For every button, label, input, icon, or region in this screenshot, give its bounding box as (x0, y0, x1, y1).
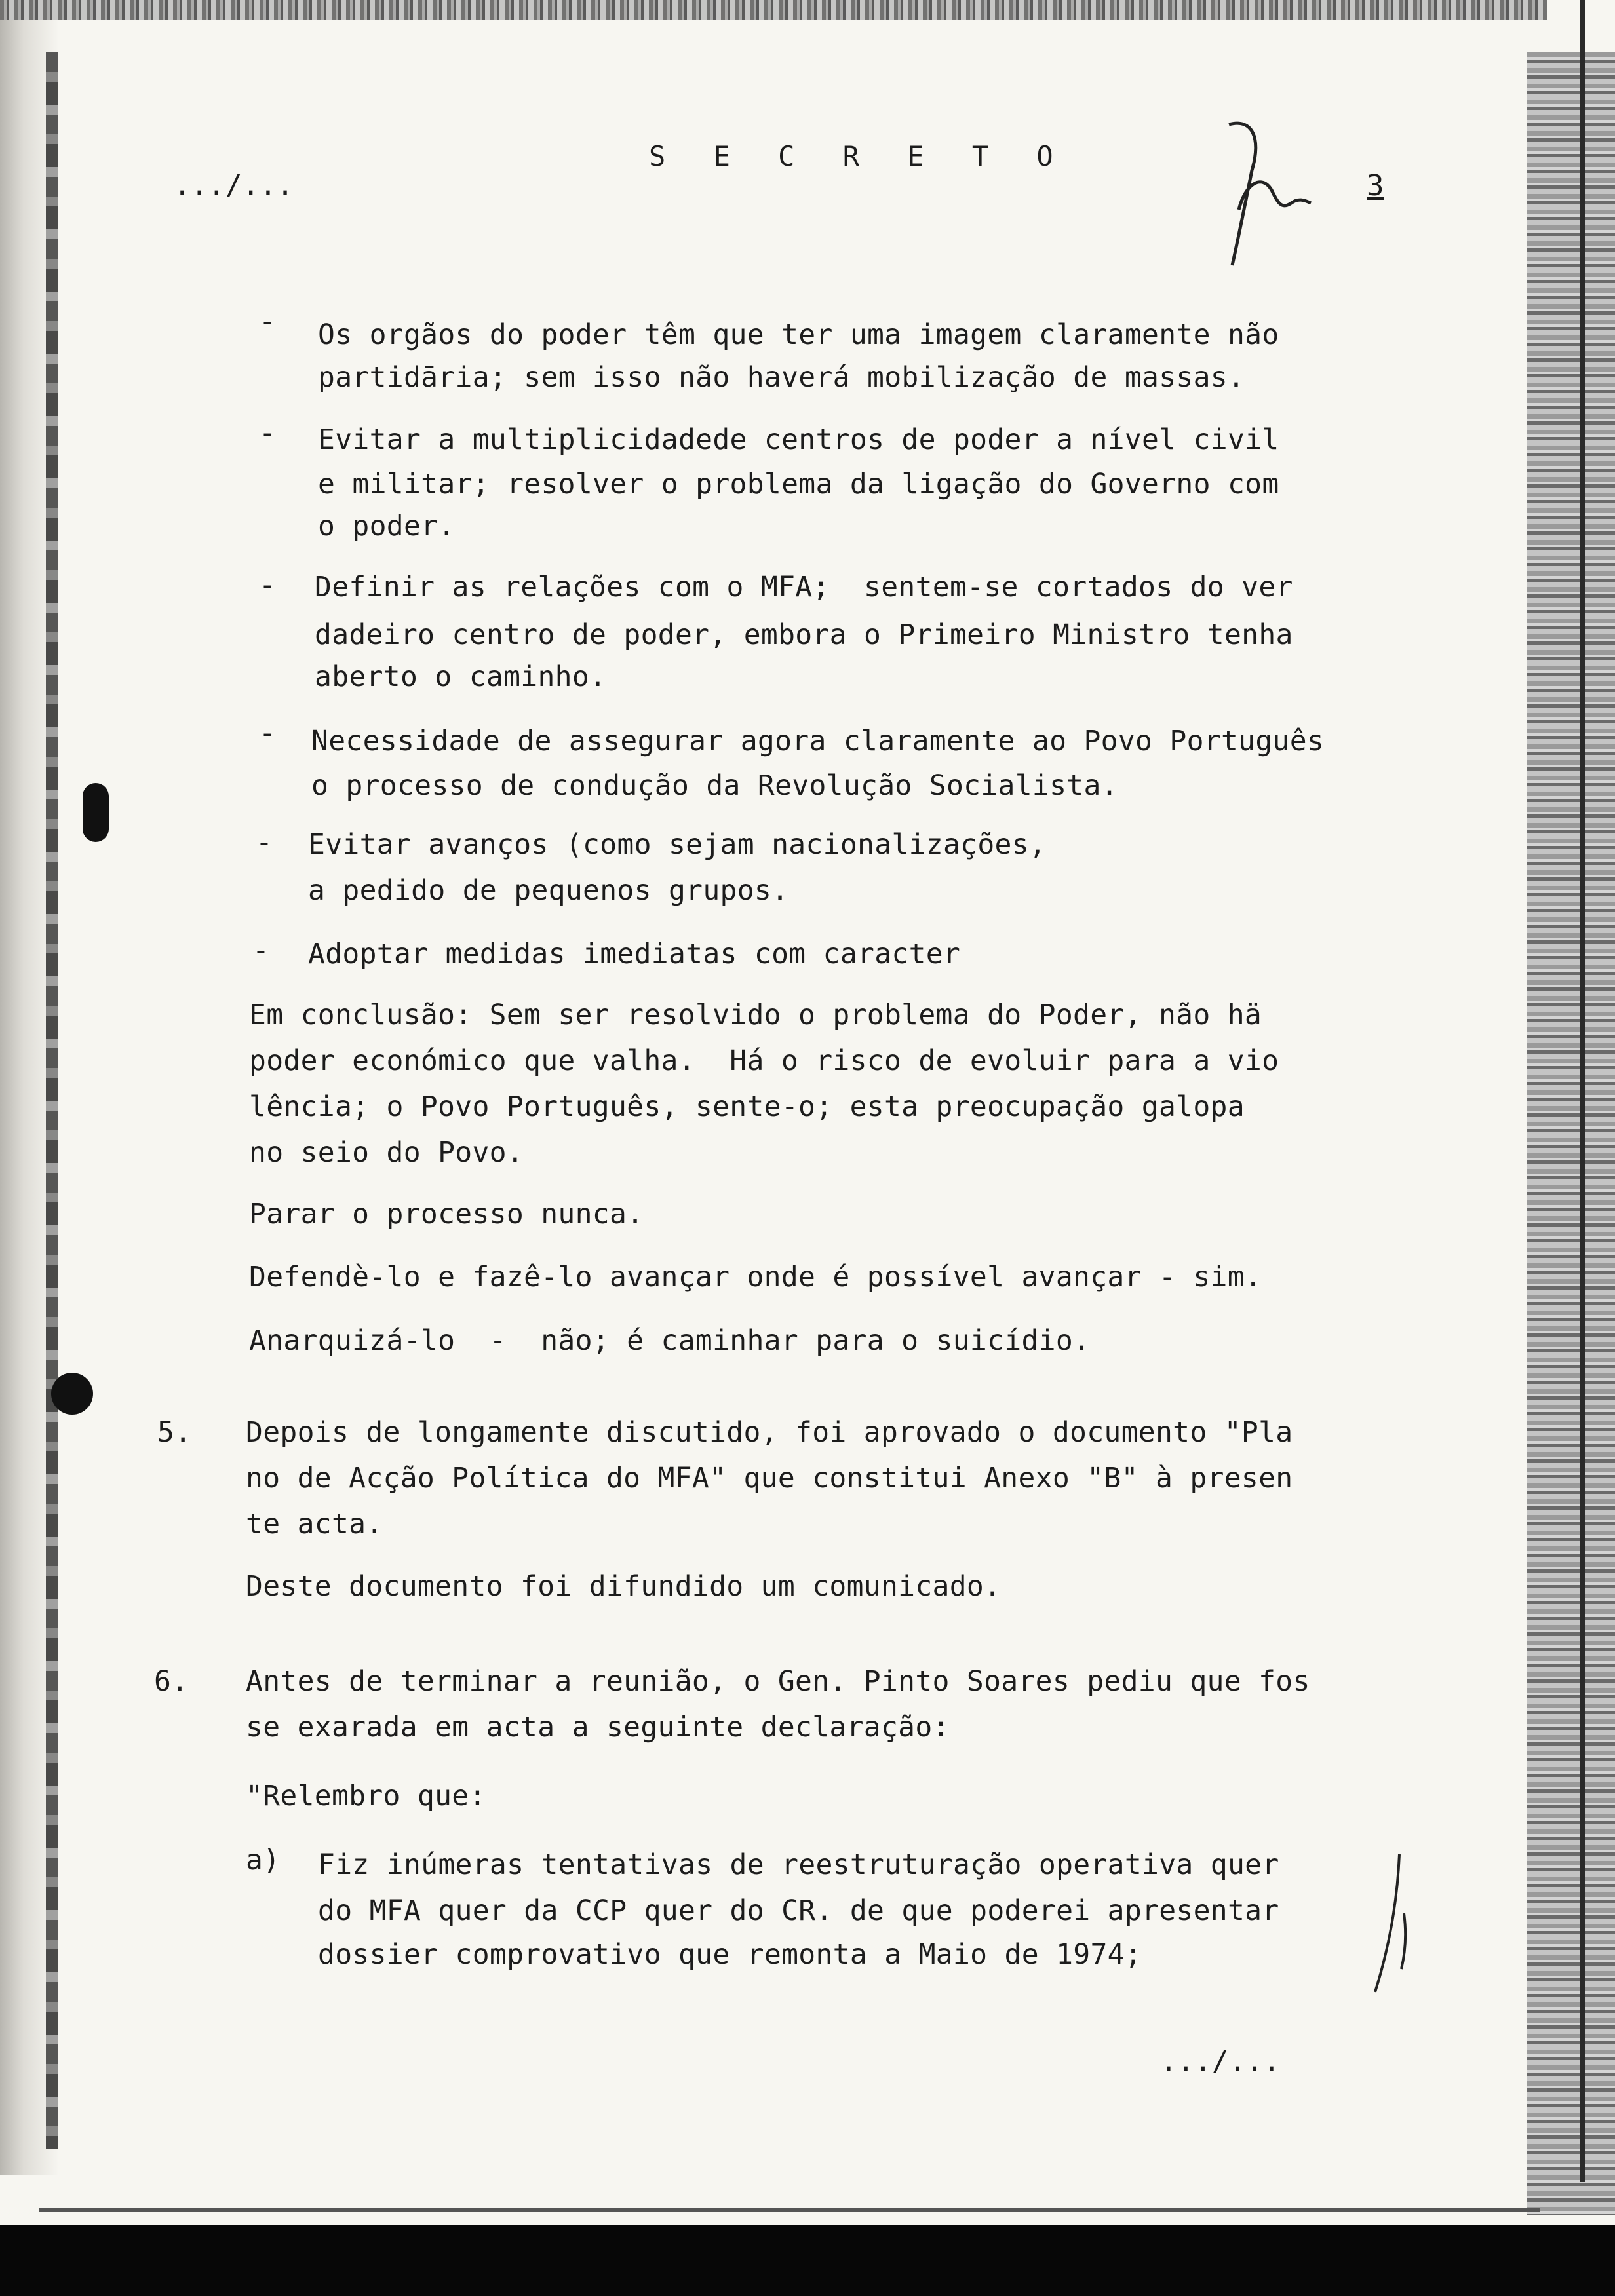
bullet-4-line-1: Necessidade de assegurar agora claramente ao Povo Português (311, 725, 1325, 757)
sub-item-a-line-2: do MFA quer da CCP quer do CR. de que poderei apresentar (318, 1894, 1279, 1927)
margin-bracket-mark (1363, 1848, 1416, 1999)
defend-line: Defendè-lo e fazê-lo avançar onde é possível avançar - sim. (249, 1261, 1262, 1293)
bullet-1-line-1: Os orgãos do poder têm que ter uma imagem claramente não (318, 318, 1279, 351)
bullet-3-line-1: Definir as relações com o MFA; sentem-se cortados do ver (315, 571, 1293, 603)
page-number: 3 (1367, 169, 1384, 202)
item-6-line-1: Antes de terminar a reunião, o Gen. Pinto Soares pediu que fos (246, 1665, 1310, 1698)
bullet-2-line-3: o poder. (318, 510, 456, 543)
item-number-6: 6. (154, 1665, 189, 1698)
bullet-5-line-2: a pedido de pequenos grupos. (308, 874, 789, 907)
scan-border-left (46, 52, 58, 2149)
bullet-marker: - (259, 417, 277, 450)
bullet-marker: - (259, 305, 277, 338)
scan-edge-line-right (1580, 0, 1585, 2182)
conclusion-line-2: poder económico que valha. Há o risco de evoluir para a vio (249, 1044, 1279, 1077)
classification-label: S E C R E T O (649, 140, 1069, 172)
item-5-line-1: Depois de longamente discutido, foi aprovado o documento "Pla (246, 1416, 1293, 1449)
conclusion-line-4: no seio do Povo. (249, 1136, 524, 1169)
item-5-line-3: te acta. (246, 1508, 383, 1540)
bullet-3-line-3: aberto o caminho. (315, 660, 607, 693)
handwritten-initials-icon (1199, 111, 1344, 275)
bullet-4-line-2: o processo de condução da Revolução Socialista. (311, 769, 1118, 802)
bullet-5-line-1: Evitar avanços (como sejam nacionalizações, (308, 828, 1047, 861)
scan-border-bottom (0, 2225, 1615, 2296)
sub-item-a-marker: a) (246, 1844, 281, 1877)
sub-item-a-line-3: dossier comprovativo que remonta a Maio de 1974; (318, 1938, 1142, 1971)
scan-border-top (0, 0, 1547, 20)
item-6-line-2: se exarada em acta a seguinte declaração: (246, 1711, 950, 1744)
continuation-marker-bottom: .../... (1160, 2045, 1281, 2078)
bullet-2-line-1: Evitar a multiplicidadede centros de poder a nível civil (318, 423, 1279, 456)
item-5-note: Deste documento foi difundido um comunicado. (246, 1570, 1002, 1603)
bullet-3-line-2: dadeiro centro de poder, embora o Primeiro Ministro tenha (315, 619, 1293, 651)
punch-hole-icon (51, 1373, 93, 1415)
scan-edge-line-bottom (39, 2208, 1540, 2212)
stop-process-line: Parar o processo nunca. (249, 1198, 644, 1231)
bullet-marker: - (259, 569, 277, 602)
bullet-2-line-2: e militar; resolver o problema da ligação do Governo com (318, 468, 1279, 501)
conclusion-line-1: Em conclusão: Sem ser resolvido o problema do Poder, não hä (249, 999, 1262, 1031)
anarchy-line: Anarquizá-lo - não; é caminhar para o suicídio. (249, 1324, 1091, 1357)
punch-hole-mark (83, 783, 109, 842)
bullet-marker: - (259, 717, 277, 750)
bullet-marker: - (256, 826, 273, 859)
quote-opening: "Relembro que: (246, 1780, 486, 1812)
sub-item-a-line-1: Fiz inúmeras tentativas de reestruturação operativa quer (318, 1848, 1279, 1881)
item-5-line-2: no de Acção Política do MFA" que constitui Anexo "B" à presen (246, 1462, 1293, 1495)
continuation-marker-top: .../... (174, 169, 294, 202)
scan-border-right (1527, 52, 1615, 2215)
bullet-1-line-2: partidāria; sem isso não haverá mobilização de massas. (318, 361, 1245, 394)
bullet-marker: - (252, 934, 270, 967)
bullet-6-line-1: Adoptar medidas imediatas com caracter (308, 938, 961, 970)
conclusion-line-3: lência; o Povo Português, sente-o; esta preocupação galopa (249, 1090, 1245, 1123)
item-number-5: 5. (157, 1416, 192, 1449)
